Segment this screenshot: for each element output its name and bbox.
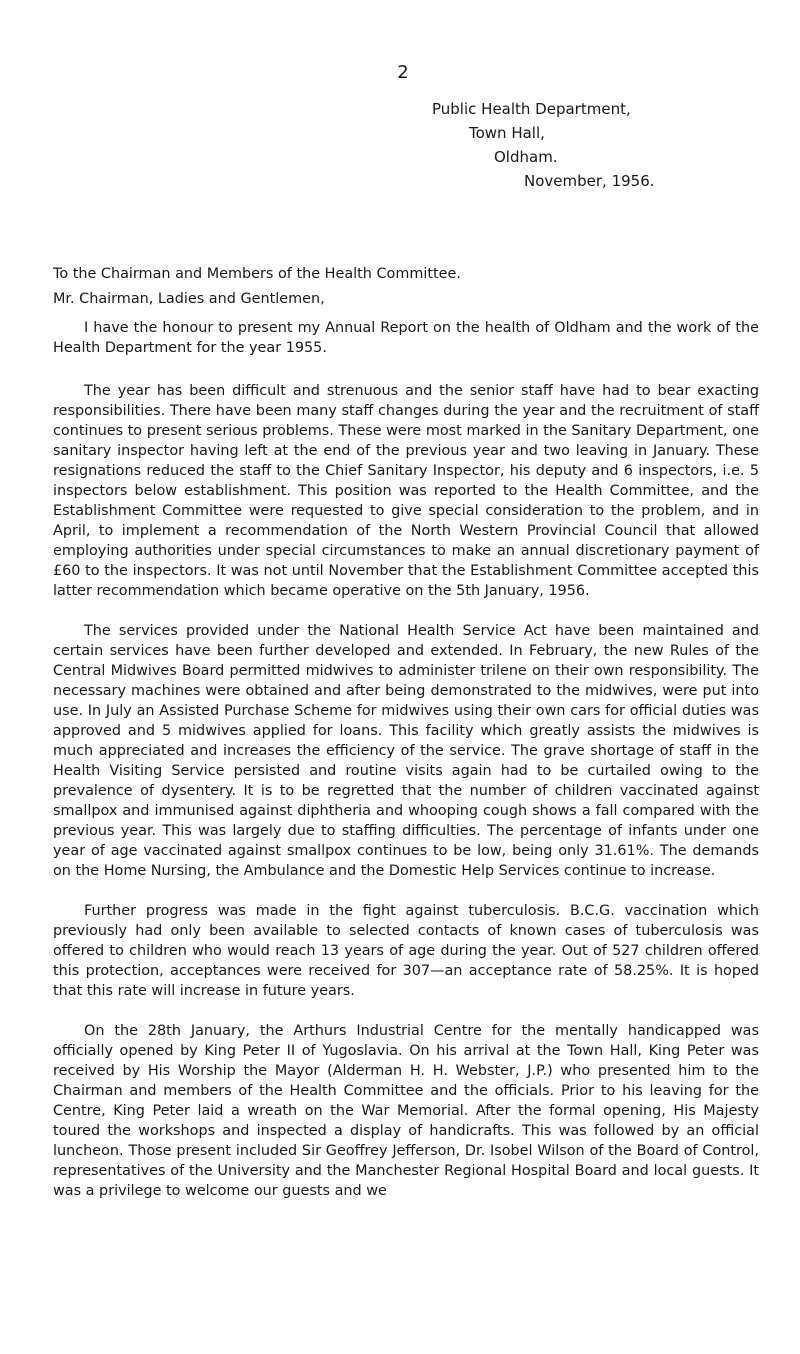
address-line-department: Public Health Department, — [432, 100, 631, 118]
paragraph-tuberculosis: Further progress was made in the fight against tuberculosis. B.C.G. vaccination which previously had only been available to selected contacts of known cases of tuberculosis was offered to children who would reach 13 years of age during the year. Out of 527 children offered this protection, acceptances were received for 307—an acceptance rate of 58.25%. It is hoped that this rate will increase in future years. — [53, 903, 759, 999]
letter-body — [53, 264, 759, 1201]
page-number: 2 — [397, 62, 409, 83]
paragraph-industrial-centre: On the 28th January, the Arthurs Industrial Centre for the mentally handicapped was officially opened by King Peter II of Yugoslavia. On his arrival at the Town Hall, King Peter was received by His Worship the Mayor (Alderman H. H. Webster, J.P.) who presented him to the Chairman and members of the Health Committee and the officials. Prior to his leaving for the Centre, King Peter laid a wreath on the War Memorial. After the formal opening, His Majesty toured the workshops and inspected a display of handicrafts. This was followed by an official luncheon. Those present included Sir Geoffrey Jefferson, Dr. Isobel Wilson of the Board of Control, representatives of the University and the Manchester Regional Hospital Board and local guests. It was a privilege to welcome our guests and we — [53, 1023, 759, 1199]
paragraph-introduction: I have the honour to present my Annual Report on the health of Oldham and the work of the Health Department for the year 1955. — [53, 320, 759, 356]
address-line-building: Town Hall, — [469, 124, 545, 142]
sender-address — [432, 97, 772, 193]
paragraph-health-services: The services provided under the National Health Service Act have been maintained and certain services have been further developed and extended. In February, the new Rules of the Central Midwives Board permitted midwives to administer trilene on their own responsibility. The necessary machines were obtained and after being demonstrated to the midwives, were put into use. In July an Assisted Purchase Scheme for midwives using their own cars for official duties was approved and 5 midwives applied for loans. This facility which greatly assists the midwives is much appreciated and increases the efficiency of the service. The grave shortage of staff in the Health Visiting Service persisted and routine visits again had to be curtailed owing to the prevalence of dysentery. It is to be regretted that the number of children vaccinated against smallpox and immunised against diphtheria and whooping cough shows a fall compared with the previous year. This was largely due to staffing difficulties. The percentage of infants under one year of age vaccinated against smallpox continues to be low, being only 31.61%. The demands on the Home Nursing, the Ambulance and the Domestic Help Services continue to increase. — [53, 623, 759, 879]
paragraph-staffing: The year has been difficult and strenuous and the senior staff have had to bear exacting responsibilities. There have been many staff changes during the year and the recruitment of staff continues to present serious problems. These were most marked in the Sanitary Department, one sanitary inspector having left at the end of the previous year and two leaving in January. These resignations reduced the staff to the Chief Sanitary Inspector, his deputy and 6 inspectors, i.e. 5 inspectors below establishment. This position was reported to the Health Committee, and the Establishment Committee were requested to give special consideration to the problem, and in April, to implement a recommendation of the North Western Provincial Council that allowed employing authorities under special circumstances to make an annual discretionary payment of £60 to the inspectors. It was not until November that the Establishment Committee accepted this latter recommendation which became operative on the 5th January, 1956. — [53, 383, 759, 599]
greeting-line: Mr. Chairman, Ladies and Gentlemen, — [53, 291, 325, 307]
addressee-line: To the Chairman and Members of the Health Committee. — [53, 266, 461, 282]
letter-date: November, 1956. — [524, 172, 655, 190]
address-line-town: Oldham. — [494, 148, 558, 166]
